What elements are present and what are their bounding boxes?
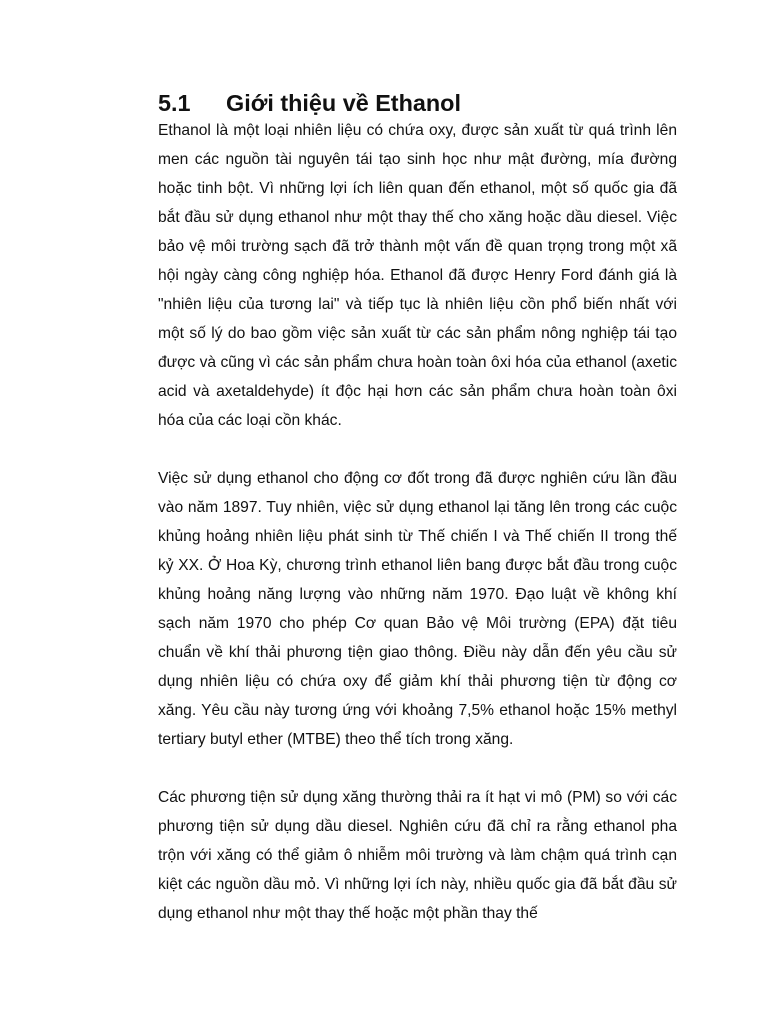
paragraph-ethanol-history: Việc sử dụng ethanol cho động cơ đốt trong đã được nghiên cứu lần đầu vào năm 1897. Tuy nhiên, việc sử dụng ethanol lại tăng lên trong các cuộc khủng hoảng nhiên liệu phát sinh từ Thế chiến I và Thế chiến II trong thế kỷ XX. Ở Hoa Kỳ, chương trình ethanol liên bang được bắt đầu trong cuộc khủng hoảng năng lượng vào những năm 1970. Đạo luật về không khí sạch năm 1970 cho phép Cơ quan Bảo vệ Môi trường (EPA) đặt tiêu chuẩn về khí thải phương tiện giao thông. Điều này dẫn đến yêu cầu sử dụng nhiên liệu có chứa oxy để giảm khí thải phương tiện từ động cơ xăng. Yêu cầu này tương ứng với khoảng 7,5% ethanol hoặc 15% methyl tertiary butyl ether (MTBE) theo thể tích trong xăng. (158, 470, 677, 748)
document-body (158, 91, 677, 928)
paragraph-ethanol-intro: Ethanol là một loại nhiên liệu có chứa oxy, được sản xuất từ quá trình lên men các nguồn tài nguyên tái tạo sinh học như mật đường, mía đường hoặc tinh bột. Vì những lợi ích liên quan đến ethanol, một số quốc gia đã bắt đầu sử dụng ethanol như một thay thế cho xăng hoặc dầu diesel. Việc bảo vệ môi trường sạch đã trở thành một vấn đề quan trọng trong một xã hội ngày càng công nghiệp hóa. Ethanol đã được Henry Ford đánh giá là "nhiên liệu của tương lai" và tiếp tục là nhiên liệu cồn phổ biến nhất với một số lý do bao gồm việc sản xuất từ các sản phẩm nông nghiệp tái tạo được và cũng vì các sản phẩm chưa hoàn toàn ôxi hóa của ethanol (axetic acid và axetaldehyde) ít độc hại hơn các sản phẩm chưa hoàn toàn ôxi hóa của các loại cồn khác. (158, 122, 677, 429)
paragraph-ethanol-benefits: Các phương tiện sử dụng xăng thường thải ra ít hạt vi mô (PM) so với các phương tiện sử dụng dầu diesel. Nghiên cứu đã chỉ ra rằng ethanol pha trộn với xăng có thể giảm ô nhiễm môi trường và làm chậm quá trình cạn kiệt các nguồn dầu mỏ. Vì những lợi ích này, nhiều quốc gia đã bắt đầu sử dụng ethanol như một thay thế hoặc một phần thay thế (158, 789, 677, 922)
section-heading (158, 91, 677, 116)
section-title: Giới thiệu về Ethanol (226, 90, 461, 116)
section-number: 5.1 (158, 90, 191, 116)
